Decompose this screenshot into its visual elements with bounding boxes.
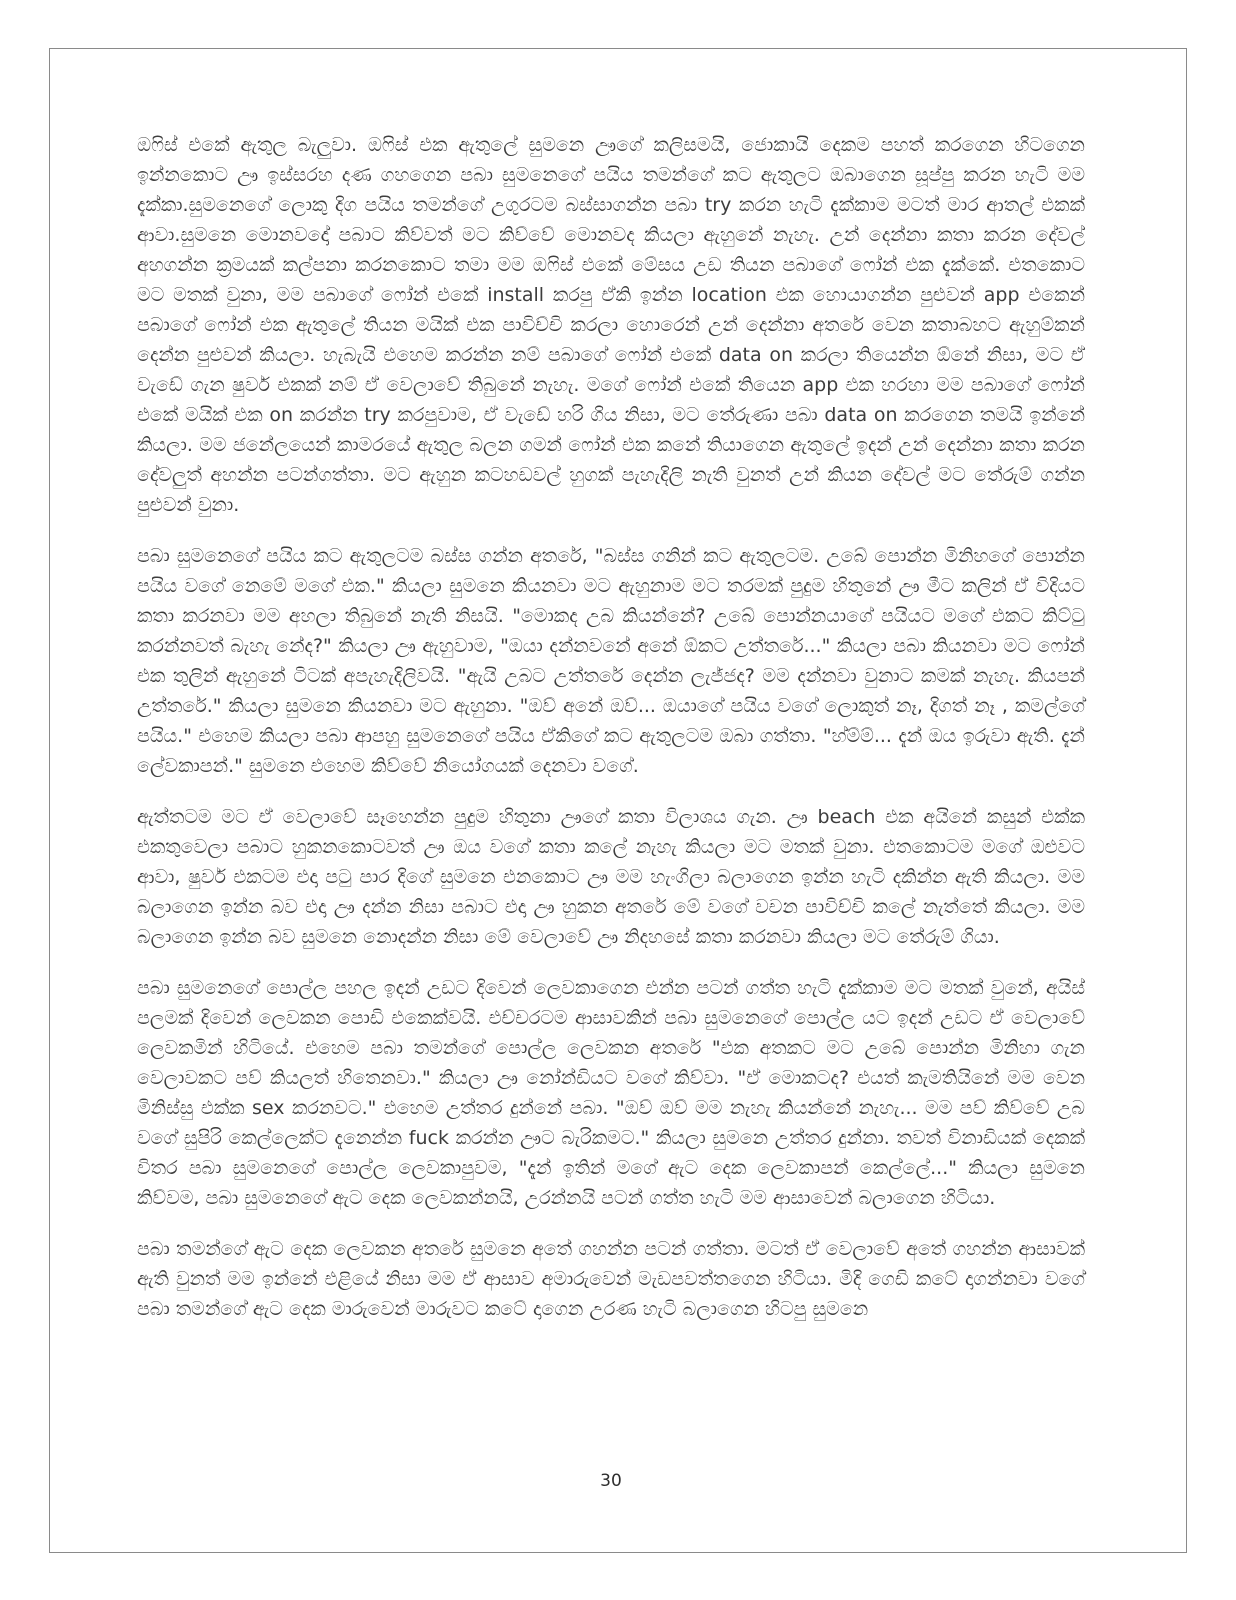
page-number: 30 [600,1471,622,1491]
paragraph: ඇත්තටම මට ඒ වෙලාවේ සෑහෙන්න පුදුම හිතුනා ඌගේ කතා විලාශය ගැන. ඌ beach එක අයිනේ කසුන් එක්ක එකතුවෙලා පබාට හුකනකොටවත් ඌ ඔය වගේ කතා කලේ නැහැ කියලා මට මතක් වුනා. එතකොටම මගේ ඔළුවට ආවා, ෂුවර් එකටම එදා පටු පාර දිගේ සුමනෙ එනකොට ඌ මම හැංගිලා බලාගෙන ඉන්න හැටි දකින්න ඇති කියලා. මම බලාගෙන ඉන්න බව එදා ඌ දන්න නිසා පබාට එදා ඌ හුකන අතරේ මේ වගේ වචන පාවිච්චි කලේ නැත්තේ කියලා. මම බලාගෙන ඉන්න බව සුමනෙ නොදන්න නිසා මේ වෙලාවේ ඌ නිදහසේ කතා කරනවා කියලා මට තේරුම් ගියා. [137,806,1085,948]
paragraph: ඔෆිස් එකේ ඇතුල බැලුවා. ඔෆිස් එක ඇතුලේ සුමනෙ ඌගේ කලිසමයි, ජොකායි දෙකම පහත් කරගෙන හිටගෙන ඉන්නකොට ඌ ඉස්සරහ දණ ගහගෙන පබා සුමනෙගේ පයිය තමන්ගේ කට ඇතුලට ඔබාගෙන සූප්පු කරන හැටි මම දැක්කා.සුමනෙගේ ලොකු දිග පයිය තමන්ගේ උගුරටම බස්සාගන්න පබා try කරන හැටි දැක්කාම මටත් මාර ආතල් එකක් ආවා.සුමනෙ මොනවදෝ පබාට කිව්වත් මට කිව්වේ මොනවද කියලා ඇහුනේ නැහැ. උන් දෙන්නා කතා කරන දේවල් අහගන්න ක්‍රමයක් කල්පනා කරනකොට තමා මම ඔෆිස් එකේ මේසය උඩ තියන පබාගේ ෆෝන් එක දැක්කේ. එතකොට මට මතක් වුනා, මම පබාගේ ෆෝන් එකේ install කරපු ඒකි ඉන්න location එක හොයාගන්න පුළුවන් app එකෙන් පබාගේ ෆෝන් එක ඇතුලේ තියන මයික් එක පාවිච්චි කරලා හොරෙන් උන් දෙන්නා අතරේ වෙන කතාබහට ඇහුම්කන් දෙන්න පුළුවන් කියලා. හැබැයි එහෙම කරන්න නම් පබාගේ ෆෝන් එකේ data on කරලා තියෙන්න ඕනේ නිසා, මට ඒ වැඩේ ගැන ෂුවර් එකක් නම් ඒ වෙලාවේ තිබුනේ නැහැ. මගේ ෆෝන් එකේ තියෙන app එක හරහා මම පබාගේ ෆෝන් එකේ මයික් එක on කරන්න try කරපුවාම, ඒ වැඩේ හරි ගිය නිසා, මට තේරුණා පබා data on කරගෙන තමයි ඉන්නේ කියලා. මම ජනේලයෙන් කාමරයේ ඇතුල බලන ගමන් ෆෝන් එක කනේ තියාගෙන ඇතුලේ ඉදන් උන් දෙන්නා කතා කරන දේවලුත් අහන්න පටන්ගත්තා. මට ඇහුන කටහඩවල් හුගක් පැහැදිලි නැති වුනත් උන් කියන දේවල් මට තේරුම් ගන්න පුළුවන් වුනා. [137,134,1085,516]
paragraph: පබා සුමනෙගේ පොල්ල පහල ඉදන් උඩට දිවෙන් ලෙවකාගෙන එන්න පටන් ගත්ත හැටි දැක්කාම මට මතක් වුනේ, අයිස් පලමක් දිවෙන් ලෙවකන පොඩි එකෙක්වයි. එච්චරටම ආසාවකින් පබා සුමනෙගේ පොල්ල යට ඉදන් උඩට ඒ වෙලාවේ ලෙවකමින් හිටියේ. එහෙම පබා තමන්ගේ පොල්ල ලෙවකන අතරේ "එක අතකට මට උබේ පොන්න මිනිහා ගැන වෙලාවකට පව් කියලත් හිතෙනවා." කියලා ඌ නෝන්ඩියට වගේ කිව්වා. "ඒ මොකටද? එයත් කැමතියිනේ මම වෙන මිනිස්සු එක්ක sex කරනවට." එහෙම උත්තර දුන්නේ පබා. "ඔව් ඔව් මම නැහැ කියන්නේ නැහැ... මම පව් කිව්වේ උබ වගේ සුපිරි කෙල්ලෙක්ට දැනෙන්න fuck කරන්න ඌට බැරිකමට." කියලා සුමනෙ උත්තර දුන්නා. තවත් විනාඩියක් දෙකක් විතර පබා සුමනෙගේ පොල්ල ලෙවකාපුවම, "දැන් ඉතින් මගේ ඇට දෙක ලෙවකාපන් කෙල්ලේ..." කියලා සුමනෙ කිව්වම, පබා සුමනෙගේ ඇට දෙක ලෙවකන්නයි, උරන්නයි පටන් ගත්ත හැටි මම ආසාවෙන් බලාගෙන හිටියා. [137,977,1085,1209]
paragraph: පබා සුමනෙගේ පයිය කට ඇතුලටම බස්ස ගන්න අතරේ, "බස්ස ගනින් කට ඇතුලටම. උබේ පොන්න මිනිහගේ පොන්න පයිය වගේ නෙමේ මගේ එක." කියලා සුමනෙ කියනවා මට ඇහුනාම මට තරමක් පුදුම හිතුනේ ඌ මීට කලින් ඒ විදියට කතා කරනවා මම අහලා තිබුනේ නැති නිසයි. "මොකද උබ කියන්නේ? උබේ පොන්නයාගේ පයියට මගේ එකට කිට්ටු කරන්නවත් බැහැ නේද?" කියලා ඌ ඇහුවාම, "ඔයා දන්නවනේ අනේ ඕකට උත්තරේ..." කියලා පබා කියනවා මට ෆෝන් එක තුලින් ඇහුනේ ටිටක් අපැහැදිලිවයි. "ඇයි උබට උත්තරේ දෙන්න ලැජ්ජද? මම දන්නවා වුනාට කමක් නැහැ. කියපන් උත්තරේ." කියලා සුමනෙ කියනවා මට ඇහුනා. "ඔව් අනේ ඔව්... ඔයාගේ පයිය වගේ ලොකුත් නෑ, දිගත් නෑ , කමල්ගේ පයිය." එහෙම කියලා පබා ආපහු සුමනෙගේ පයිය ඒකිගේ කට ඇතුලටම ඔබා ගත්තා. "හ්ම්ම්... දැන් ඔය ඉරුවා ඇති. දැන් ලේවකාපන්." සුමනෙ එහෙම කිව්වේ නියෝගයක් දෙනවා වගේ. [137,545,1085,777]
text-body [137,130,1085,1345]
paragraph: පබා තමන්ගේ ඇට දෙක ලෙවකන අතරේ සුමනෙ අතේ ගහන්න පටන් ගත්තා. මටත් ඒ වෙලාවේ අතේ ගහන්න ආසාවක් ඇති වුනත් මම ඉන්නේ එළියේ නිසා මම ඒ ආසාව අමාරුවෙන් මැඩපවත්තගෙන හිටියා. මිදි ගෙඩි කටේ දාගන්නවා වගේ පබා තමන්ගේ ඇට දෙක මාරුවෙන් මාරුවට කටේ දාගෙන උරණ හැටි බලාගෙන හිටපු සුමනෙ [137,1238,1085,1320]
